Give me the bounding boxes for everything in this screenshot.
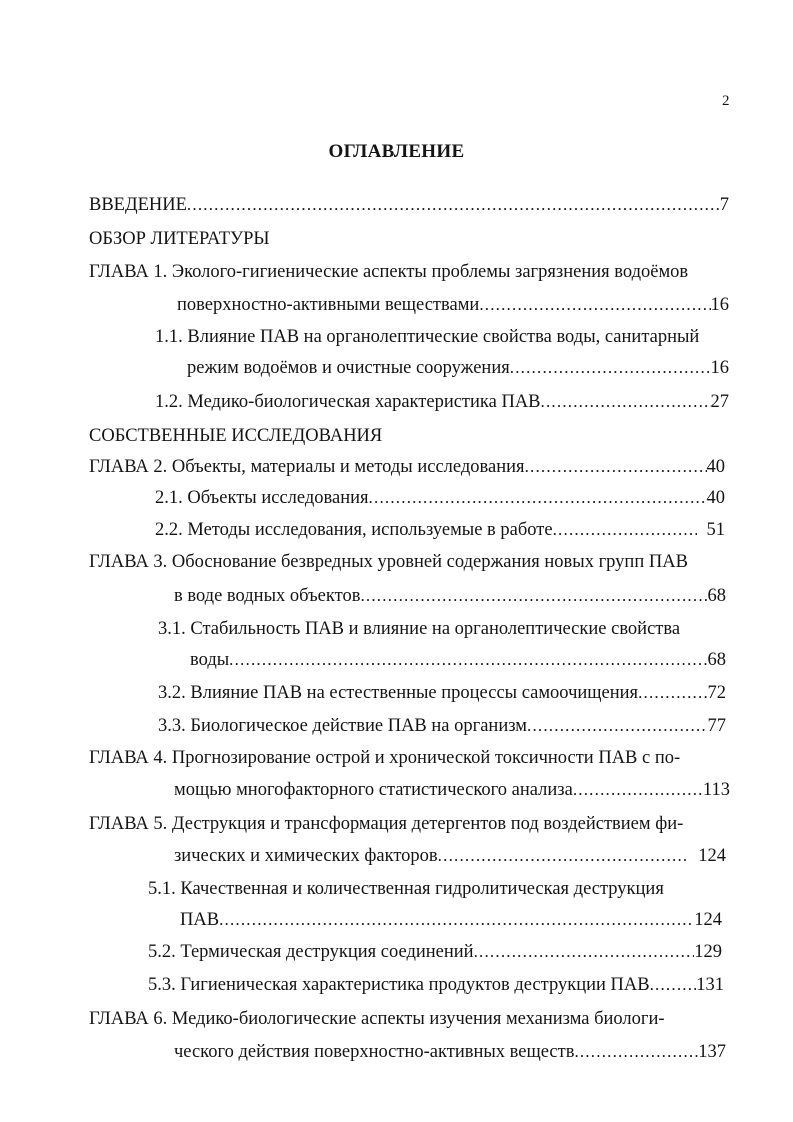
toc-page-number: 40 <box>706 457 725 477</box>
toc-chapter-3-line2 <box>174 584 726 608</box>
toc-page-number: 77 <box>707 716 726 736</box>
toc-section-2-2 <box>155 518 725 542</box>
toc-chapter-3-line1: ГЛАВА 3. Обоснование безвредных уровней содержания новых групп ПАВ <box>89 552 688 572</box>
leader-dots <box>510 356 711 380</box>
toc-section-5-1-line2 <box>180 908 722 932</box>
toc-page-number: 51 <box>706 520 725 540</box>
toc-entry-label: режим водоёмов и очистные сооружения <box>187 358 510 378</box>
toc-entry-label: мощью многофакторного статистического анализа <box>174 780 573 800</box>
leader-dots <box>187 193 720 217</box>
toc-chapter-2 <box>89 455 725 479</box>
toc-entry-label: ГЛАВА 2. Объекты, материалы и методы исследования <box>89 457 525 477</box>
toc-entry-label: 3.2. Влияние ПАВ на естественные процессы самоочищения <box>158 683 639 703</box>
toc-entry-label: поверхностно-активными веществами <box>177 295 480 315</box>
toc-entry-label: ческого действия поверхностно-активных веществ <box>174 1042 575 1062</box>
toc-section-1-1-line1: 1.1. Влияние ПАВ на органолептические свойства воды, санитарный <box>155 327 700 347</box>
toc-section-3-1-line2 <box>190 648 726 672</box>
toc-page-number: 72 <box>707 683 726 703</box>
toc-page-number: 27 <box>710 392 729 412</box>
toc-section-1-2 <box>155 390 729 414</box>
toc-section-3-2 <box>158 681 726 705</box>
leader-dots <box>573 778 703 802</box>
leader-dots <box>638 681 707 705</box>
leader-dots <box>479 293 710 317</box>
toc-section-1-1-line2 <box>187 356 729 380</box>
toc-entry-label: 5.3. Гигиеническая характеристика продуктов деструкции ПАВ <box>148 975 650 995</box>
toc-section-5-3 <box>148 973 724 997</box>
toc-page-number: 7 <box>719 195 729 215</box>
toc-page-number: 124 <box>694 910 722 930</box>
toc-page-number: 124 <box>698 846 726 866</box>
leader-dots <box>438 844 689 868</box>
toc-entry-label: 1.2. Медико-биологическая характеристика ПАВ <box>155 392 541 412</box>
leader-dots <box>369 486 707 510</box>
leader-dots <box>474 940 695 964</box>
leader-dots <box>525 455 707 479</box>
toc-page-number: 68 <box>707 586 726 606</box>
leader-dots <box>541 390 711 414</box>
toc-entry-label: 5.2. Термическая деструкция соединений <box>148 942 474 962</box>
toc-section-2-1 <box>155 486 725 510</box>
toc-chapter-6-line1: ГЛАВА 6. Медико-биологические аспекты изучения механизма биологи- <box>89 1009 665 1029</box>
toc-chapter-4-line2 <box>174 778 730 802</box>
toc-entry-intro <box>89 193 729 217</box>
toc-entry-label: 2.2. Методы исследования, используемые в работе <box>155 520 553 540</box>
toc-section-3-3 <box>158 714 726 738</box>
leader-dots <box>360 584 707 608</box>
toc-page-number: 113 <box>702 780 730 800</box>
toc-section-heading: ОБЗОР ЛИТЕРАТУРЫ <box>89 229 270 249</box>
toc-page-number: 131 <box>696 975 724 995</box>
page-number: 2 <box>722 93 730 109</box>
toc-section-5-1-line1: 5.1. Качественная и количественная гидролитическая деструкция <box>148 879 664 899</box>
leader-dots <box>574 1040 698 1064</box>
toc-chapter-5-line1: ГЛАВА 5. Деструкция и трансформация детергентов под воздействием фи- <box>89 814 684 834</box>
toc-chapter-1-line2 <box>177 293 729 317</box>
toc-page-number: 16 <box>710 295 729 315</box>
page-title: ОГЛАВЛЕНИЕ <box>328 141 465 162</box>
toc-chapter-1-line1: ГЛАВА 1. Эколого-гигиенические аспекты проблемы загрязнения водоёмов <box>89 262 689 282</box>
toc-entry-label: в воде водных объектов <box>174 586 361 606</box>
toc-section-heading: СОБСТВЕННЫЕ ИССЛЕДОВАНИЯ <box>89 426 383 446</box>
toc-chapter-6-line2 <box>174 1040 726 1064</box>
toc-page-number: 40 <box>706 488 725 508</box>
leader-dots <box>527 714 708 738</box>
leader-dots <box>219 908 694 932</box>
toc-entry-label: ПАВ <box>180 910 220 930</box>
leader-dots <box>229 648 707 672</box>
toc-entry-label: 2.1. Объекты исследования <box>155 488 369 508</box>
toc-entry-label: воды <box>190 650 230 670</box>
toc-chapter-4-line1: ГЛАВА 4. Прогнозирование острой и хронической токсичности ПАВ с по- <box>89 748 681 768</box>
leader-dots <box>553 518 697 542</box>
toc-section-5-2 <box>148 940 722 964</box>
toc-entry-label: ВВЕДЕНИЕ <box>89 195 187 215</box>
toc-entry-label: зических и химических факторов <box>174 846 438 866</box>
toc-page-number: 16 <box>710 358 729 378</box>
toc-entry-label: 3.3. Биологическое действие ПАВ на организм <box>158 716 527 736</box>
toc-page-number: 129 <box>694 942 722 962</box>
toc-page-number: 68 <box>707 650 726 670</box>
toc-chapter-5-line2 <box>174 844 726 868</box>
toc-page-number: 137 <box>698 1042 726 1062</box>
leader-dots <box>650 973 697 997</box>
toc-section-3-1-line1: 3.1. Стабильность ПАВ и влияние на органолептические свойства <box>158 619 681 639</box>
